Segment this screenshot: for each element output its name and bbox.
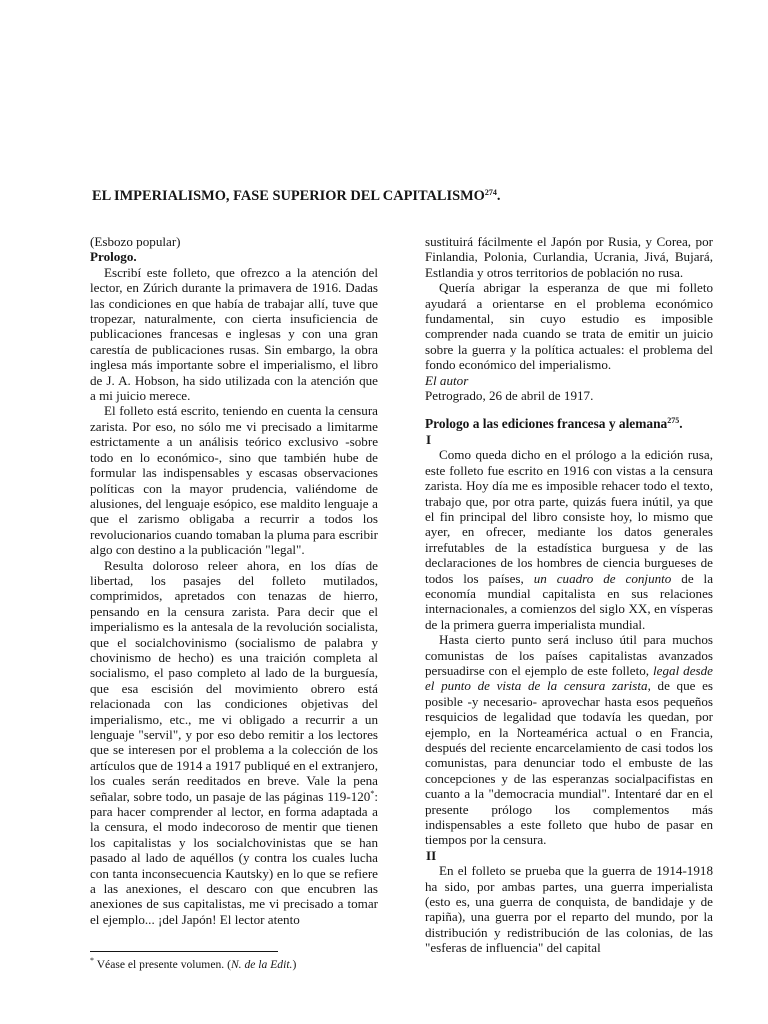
- title-note-marker: 274: [484, 188, 497, 197]
- right-col-para-7: [425, 632, 713, 848]
- footnote-editor-note: N. de la Edit.: [230, 958, 293, 971]
- text-run: Hasta cierto punto será incluso útil para muchos comunistas de los países capitalistas avanzados persuadirse con el ejemplo de este folleto,: [425, 632, 713, 678]
- italic-emphasis: un cuadro de conjunto: [533, 570, 672, 586]
- left-col-para-4: [90, 558, 378, 928]
- text-run: Prologo.: [90, 249, 137, 265]
- text-run: Escribí este folleto, que ofrezco a la atención del lector, en Zúrich durante la primavera de 1916. Dadas las condiciones en que había de trabajar allí, tuve que tropezar, naturalmente, con cierta insuficiencia de publicaciones francesas e inglesas y con una gran carestía de publicaciones rusas. Sin embargo, la obra inglesa más importante sobre el imperialismo, el libro de J. A. Hobson, ha sido utilizada con la atención que a mi juicio merece.: [90, 264, 378, 404]
- text-run: Resulta doloroso releer ahora, en los días de libertad, los pasajes del folleto mutilados, comprimidos, apretados con tenazas de hierro, pensando en la censura zarista. Para decir que el imperialismo es la antesala de la revolución socialista, que el socialchovinismo (socialismo de palabra y chovinismo de hecho) es una traición completa al socialismo, el paso completo al lado de la burguesía, que esa escisión del movimiento obrero está relacionada con las condiciones objetivas del imperialismo, etc., me vi obligado a recurrir a un lenguaje "servil", y por eso debo remitir a los lectores que se interesen por el problema a la colección de los artículos que de 1914 a 1917 publiqué en el extranjero, los cuales serán reeditados en breve. Vale la pena señalar, sobre todo, un pasaje de las páginas 119-120: [90, 557, 378, 804]
- left-col-subtitle-1: [90, 249, 378, 264]
- document-title: [92, 186, 692, 206]
- text-run: sustituirá fácilmente el Japón por Rusia, y Corea, por Finlandia, Polonia, Curlandia, Ucrania, Jivá, Bujará, Estlandia y otros territorios de población no rusa.: [425, 234, 713, 280]
- footnote-marker: *: [90, 956, 94, 965]
- note-marker: *: [370, 788, 375, 798]
- right-col-para-9: [425, 863, 713, 955]
- right-col-noindent-3: [425, 388, 713, 403]
- note-marker: 275: [667, 416, 680, 426]
- right-col-signature-2: [425, 373, 713, 388]
- text-run: Prologo a las ediciones francesa y alemana: [425, 416, 668, 432]
- text-run: de la economía mundial capitalista en sus relaciones internacionales, a comienzos del siglo XX, en vísperas de la primera guerra imperialista mundial.: [425, 570, 714, 632]
- italic-emphasis: legal desde el punto de vista de la censura zarista: [425, 662, 713, 694]
- title-text: EL IMPERIALISMO, FASE SUPERIOR DEL CAPITALISMO: [92, 188, 485, 204]
- right-col-heading-4: [425, 416, 713, 431]
- text-run: En el folleto se prueba que la guerra de 1914-1918 ha sido, por ambas partes, una guerra imperialista (esto es, una guerra de conquista, de bandidaje y de rapiña), una guerra por el reparto del mundo, por la distribución y redistribución de las colonias, de las "esferas de influencia" del capital: [425, 863, 713, 956]
- left-column: [90, 234, 378, 927]
- text-run: Quería abrigar la esperanza de que mi folleto ayudará a orientarse en el problema económico fundamental, sin cuyo estudio es imposible comprender nada cuando se trata de emitir un juicio sobre la guerra y la política actuales: el problema del fondo económico del imperialismo.: [425, 280, 713, 373]
- text-run: El autor: [425, 372, 469, 388]
- text-run: : para hacer comprender al lector, en forma adaptada a la censura, el modo indecoroso de mentir que tienen los capitalistas y los socialchovinistas que se han pasado al lado de aquéllos (y contra los cuales lucha con tanta inconsecuencia Kautsky) en lo que se refiere a las anexiones, el descaro con que encubren las anexiones de sus capitalistas, me vi precisado a tomar el ejemplo... ¡del Japón! El lector atento: [90, 788, 378, 927]
- right-column: [425, 234, 713, 956]
- right-col-para-1: [425, 280, 713, 372]
- left-col-para-3: [90, 403, 378, 557]
- text-run: I: [426, 431, 432, 447]
- title-suffix: .: [496, 188, 501, 204]
- text-run: II: [426, 847, 437, 863]
- footnote: [90, 958, 490, 972]
- right-col-para-6: [425, 447, 713, 632]
- text-run: , de que es posible -y necesario- aprovechar hasta esos pequeños resquicios de legalidad que todavía les quedan, por ejemplo, en la Norteamérica actual o en Francia, después del reciente encarcelamiento de casi todos los comunistas, para denunciar todo el embuste de las concepciones y de las esperanzas socialpacifistas en cuanto a la "democracia mundial". Intentaré dar en el presente prólogo los complementos más indispensables a este folleto que hubo de pasar en tiempos por la censura.: [425, 678, 713, 848]
- text-run: Como queda dicho en el prólogo a la edición rusa, este folleto fue escrito en 1916 con vistas a la censura zarista. Hoy día me es imposible rehacer todo el texto, trabajo que, por otra parte, quizás fuera inútil, ya que el fin principal del libro consiste hoy, lo mismo que ayer, en ofrecer, mediante los datos generales irrefutables de la estadística burguesa y de las declaraciones de los hombres de ciencia burgueses de todos los países,: [425, 447, 713, 586]
- footnote-text: Véase el presente volumen. (: [94, 958, 231, 971]
- left-col-para-2: [90, 265, 378, 404]
- footnote-closing: ): [292, 958, 297, 971]
- footnote-divider: [90, 951, 278, 952]
- text-run: El folleto está escrito, teniendo en cuenta la censura zarista. Por eso, no sólo me vi precisado a limitarme estrictamente a un análisis teórico exclusivo -sobre todo en lo económico-, sino que también hube de formular las indispensables y escasas observaciones políticas con la mayor prudencia, valiéndome de alusiones, del lenguaje esópico, ese maldito lenguaje a que el zarismo obligaba a recurrir a todos los revolucionarios cuando tomaban la pluma para escribir algo con destino a la publicación "legal".: [90, 403, 378, 558]
- text-run: .: [679, 416, 683, 432]
- right-col-noindent-0: [425, 234, 713, 280]
- left-col-noindent-0: [90, 234, 378, 249]
- text-run: (Esbozo popular): [90, 234, 181, 249]
- right-col-roman-8: [425, 848, 713, 863]
- right-col-roman-5: [425, 432, 713, 447]
- text-run: Petrogrado, 26 de abril de 1917.: [425, 388, 594, 404]
